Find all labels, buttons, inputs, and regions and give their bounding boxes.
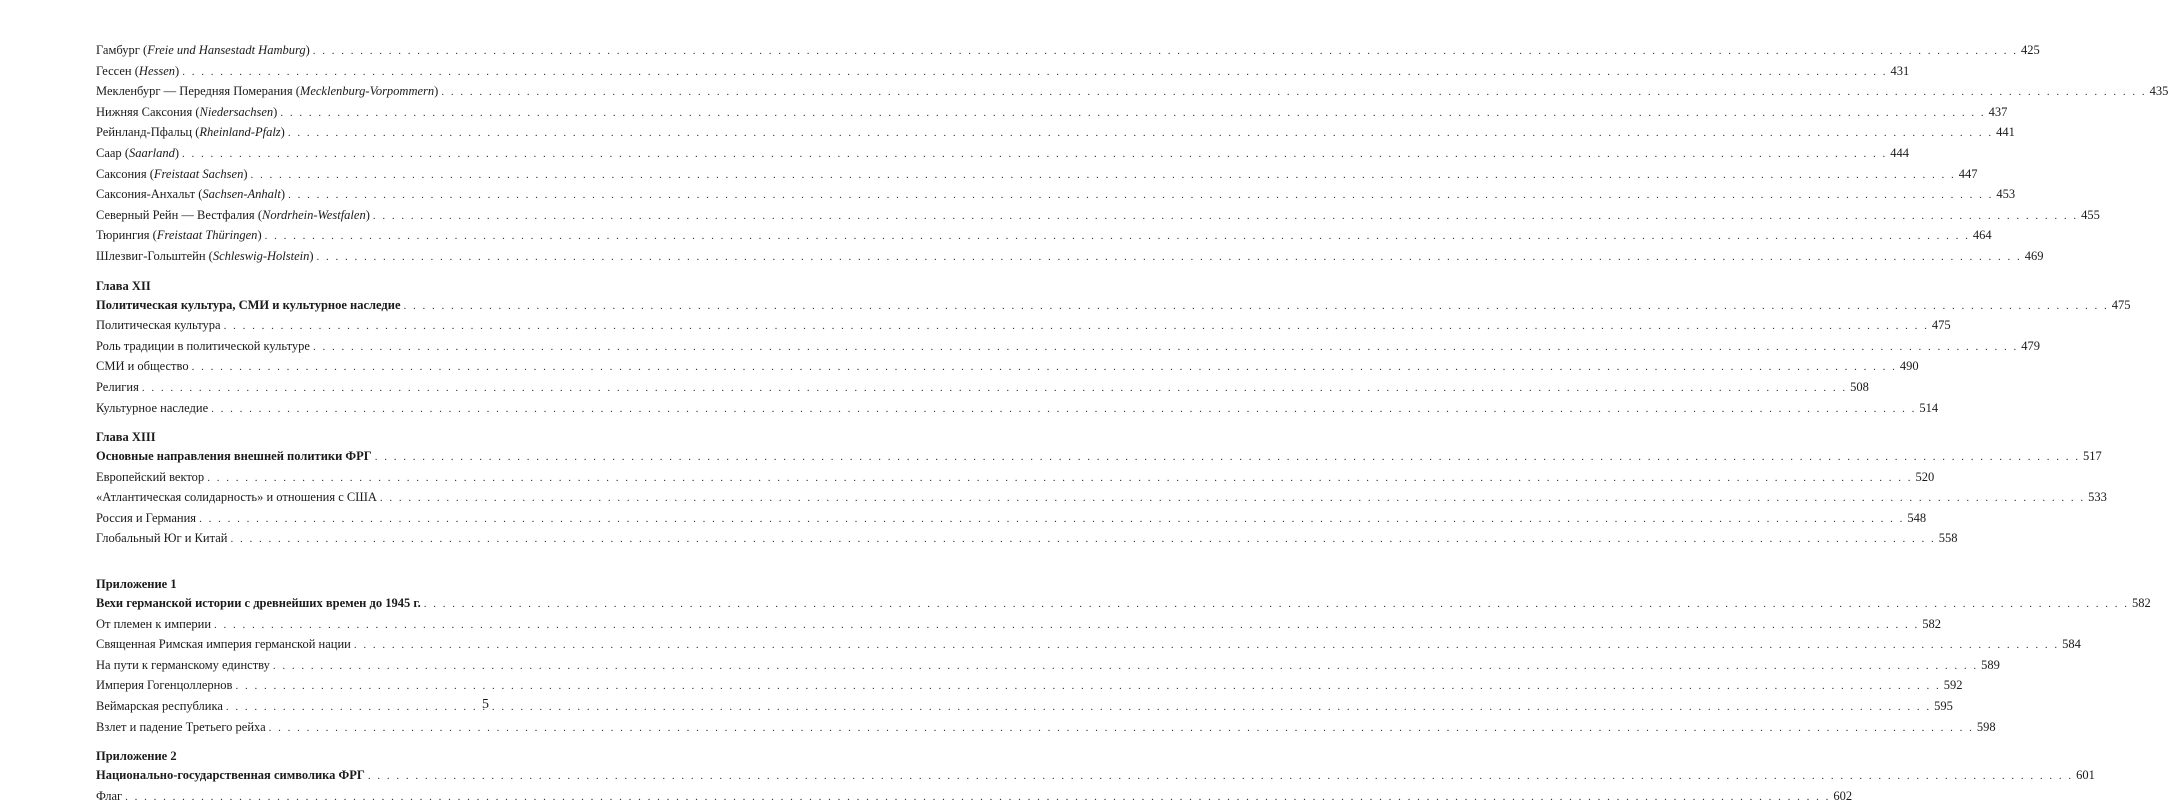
entry-page: 425	[2021, 43, 2040, 57]
toc-entry[interactable]	[96, 765, 2095, 786]
appendix-heading: Приложение 1	[96, 577, 177, 592]
entry-page: 469	[2024, 248, 2044, 263]
toc-entry[interactable]	[96, 717, 1996, 738]
toc-entry[interactable]: Тюрингия (Freistaat Thüringen) . . . 464	[96, 225, 486, 246]
entry-subtitle: Freie und Hansestadt Hamburg	[147, 43, 306, 57]
entry-title: Национально-государственная символика ФРГ	[96, 768, 365, 783]
entry-title: Веймарская республика	[96, 699, 223, 714]
toc-entry[interactable]	[96, 446, 2102, 467]
entry-title: Основные направления внешней политики ФРГ	[96, 449, 372, 464]
toc-entry[interactable]: Мекленбург — Передняя Померания (Mecklenburg-Vorpommern) . . . 435	[96, 81, 486, 102]
leader-dots	[375, 447, 2080, 468]
leader-dots	[230, 529, 1935, 550]
entry-title: Саксония	[96, 166, 147, 181]
leader-dots	[441, 82, 2146, 103]
entry-page: 595	[1934, 699, 1953, 714]
entry-page: 508	[1850, 379, 1869, 394]
toc-entry[interactable]: Саар (Saarland) . . . 444	[96, 143, 486, 164]
toc-entry[interactable]: Северный Рейн — Вестфалия (Nordrhein-Westfalen) . . . 455	[96, 205, 486, 226]
entry-page: 490	[1899, 359, 1919, 374]
toc-entry[interactable]	[96, 295, 2131, 316]
entry-title: Шлезвиг-Гольштейн	[96, 248, 206, 263]
entry-page: 584	[2062, 637, 2081, 652]
leader-dots	[373, 206, 2078, 227]
entry-page: 582	[1922, 616, 1942, 631]
entry-title: Роль традиции в политической культуре	[96, 338, 310, 353]
section-appendix-2	[96, 747, 2095, 806]
toc-entry[interactable]	[96, 315, 1951, 336]
entry-page: 517	[2083, 449, 2102, 464]
entry-title: Флаг	[96, 788, 123, 803]
toc-entry[interactable]	[96, 467, 1935, 488]
entry-title: Взлет и падение Третьего рейха	[96, 719, 266, 734]
page-number: 5	[482, 697, 489, 712]
entry-subtitle: Hessen	[138, 63, 176, 78]
toc-entry[interactable]	[96, 487, 2107, 508]
entry-title: Европейский вектор	[96, 469, 205, 484]
leader-dots	[368, 766, 2073, 787]
entry-title: Политическая культура	[96, 318, 221, 333]
entry-title: Вехи германской истории с древнейших времен до 1945 г.	[96, 596, 421, 611]
entry-page: 601	[2076, 768, 2095, 783]
entry-page: 453	[1996, 187, 2016, 202]
section-appendix-1	[96, 575, 2151, 737]
leader-dots	[214, 615, 1919, 636]
entry-page: 589	[1981, 657, 2000, 672]
entry-page: 437	[1988, 104, 2008, 119]
entry-page: 464	[1972, 228, 1992, 243]
leader-dots	[313, 337, 2018, 358]
leader-dots	[280, 103, 1985, 124]
leader-dots	[192, 357, 1897, 378]
entry-title: «Атлантическая солидарность» и отношения с США	[96, 490, 377, 505]
entry-subtitle: Niedersachsen	[199, 104, 274, 119]
leader-dots	[224, 316, 1929, 337]
entry-title: Северный Рейн — Вестфалия	[96, 207, 255, 222]
entry-subtitle: Nordrhein-Westfalen	[261, 207, 366, 222]
leader-dots	[182, 62, 1887, 83]
entry-page: 431	[1890, 63, 1910, 78]
section-lands	[96, 40, 2168, 267]
leader-dots	[142, 378, 1847, 399]
entry-page: 558	[1938, 531, 1958, 546]
entry-title: Саксония-Анхальт	[96, 187, 196, 202]
leader-dots	[251, 165, 1956, 186]
entry-title: Россия и Германия	[96, 510, 197, 525]
chapter-heading: Глава XII	[96, 278, 151, 293]
toc-entry[interactable]: Гамбург (Freie und Hansestadt Hamburg) . . . 425	[96, 40, 486, 61]
leader-dots	[273, 656, 1978, 677]
leader-dots	[235, 676, 1940, 697]
toc-entry[interactable]	[96, 528, 1958, 549]
toc-entry[interactable]	[96, 634, 2081, 655]
entry-subtitle: Schleswig-Holstein	[212, 248, 310, 263]
toc-entry[interactable]	[96, 508, 1927, 529]
entry-subtitle: Freistaat Thüringen	[156, 228, 258, 243]
entry-title: От племен к империи	[96, 616, 212, 631]
entry-title: Священная Римская империя германской нации	[96, 637, 351, 652]
toc-entry[interactable]	[96, 356, 1919, 377]
leader-dots	[182, 144, 1887, 165]
entry-page: 520	[1915, 469, 1935, 484]
entry-title: Религия	[96, 379, 139, 394]
toc-entry[interactable]	[96, 614, 1942, 635]
entry-page: 479	[2021, 338, 2040, 353]
section-chapter-13	[96, 428, 2107, 549]
entry-subtitle: Freistaat Sachsen	[153, 166, 244, 181]
toc-entry[interactable]	[96, 398, 1939, 419]
toc-entry[interactable]: Саксония-Анхальт (Sachsen-Anhalt) . . . 453	[96, 184, 486, 205]
leader-dots	[380, 488, 2085, 509]
leader-dots	[199, 509, 1904, 530]
entry-page: 475	[2111, 297, 2131, 312]
entry-subtitle: Mecklenburg-Vorpommern	[299, 84, 435, 99]
entry-title: Мекленбург — Передняя Померания	[96, 84, 293, 99]
entry-title: Империя Гогенцоллернов	[96, 678, 233, 693]
leader-dots	[317, 247, 2022, 268]
entry-title: Глобальный Юг и Китай	[96, 531, 228, 546]
toc-entry[interactable]: Нижняя Саксония (Niedersachsen) . . . 437	[96, 102, 486, 123]
leader-dots	[354, 635, 2059, 656]
entry-page: 447	[1958, 166, 1978, 181]
toc-entry[interactable]: Саксония (Freistaat Sachsen) . . . 447	[96, 164, 486, 185]
entry-subtitle: Sachsen-Anhalt	[202, 187, 281, 202]
entry-title: Тюрингия	[96, 228, 150, 243]
leader-dots	[207, 468, 1912, 489]
entry-title: Рейнланд-Пфальц	[96, 125, 193, 140]
entry-title: Гессен	[96, 63, 132, 78]
entry-title: Нижняя Саксония	[96, 104, 193, 119]
leader-dots	[269, 718, 1974, 739]
entry-title: Саар	[96, 145, 122, 160]
toc-entry[interactable]	[96, 786, 1853, 807]
entry-page: 582	[2131, 596, 2151, 611]
entry-page: 475	[1931, 318, 1951, 333]
entry-page: 533	[2088, 490, 2107, 505]
entry-title: СМИ и общество	[96, 359, 189, 374]
leader-dots	[313, 41, 2018, 62]
toc-entry[interactable]	[96, 336, 2040, 357]
entry-title: Гамбург	[96, 43, 140, 57]
entry-page: 455	[2081, 207, 2100, 222]
entry-title: Политическая культура, СМИ и культурное наследие	[96, 297, 401, 312]
entry-page: 444	[1890, 145, 1909, 160]
entry-title: Культурное наследие	[96, 400, 209, 415]
entry-title: На пути к германскому единству	[96, 657, 270, 672]
appendix-heading: Приложение 2	[96, 749, 177, 764]
toc-entry[interactable]: Гессен (Hessen) . . . 431	[96, 61, 486, 82]
leader-dots	[404, 296, 2109, 317]
entry-subtitle: Rheinland-Pfalz	[199, 125, 281, 140]
entry-page: 602	[1833, 788, 1853, 803]
leader-dots	[265, 226, 1970, 247]
table-of-contents	[96, 40, 2168, 806]
toc-entry[interactable]	[96, 377, 1869, 398]
toc-entry[interactable]	[96, 593, 2151, 614]
toc-entry[interactable]	[96, 655, 2000, 676]
leader-dots	[288, 123, 1993, 144]
toc-entry[interactable]: Шлезвиг-Гольштейн (Schleswig-Holstein) . . . 469	[96, 246, 486, 267]
entry-subtitle: Saarland	[128, 145, 175, 160]
entry-page: 435	[2149, 84, 2168, 99]
leader-dots	[211, 399, 1916, 420]
leader-dots	[125, 787, 1830, 807]
leader-dots	[288, 185, 1993, 206]
entry-page: 598	[1976, 719, 1996, 734]
toc-entry[interactable]: Рейнланд-Пфальц (Rheinland-Pfalz) . . . 441	[96, 122, 486, 143]
entry-page: 514	[1919, 400, 1939, 415]
toc-entry[interactable]	[96, 675, 1963, 696]
toc-entry[interactable]	[96, 696, 1953, 717]
entry-page: 592	[1943, 678, 1963, 693]
leader-dots	[424, 594, 2129, 615]
entry-page: 441	[1996, 125, 2015, 140]
chapter-heading: Глава XIII	[96, 430, 156, 445]
section-chapter-12	[96, 277, 2131, 419]
entry-page: 548	[1907, 510, 1927, 525]
